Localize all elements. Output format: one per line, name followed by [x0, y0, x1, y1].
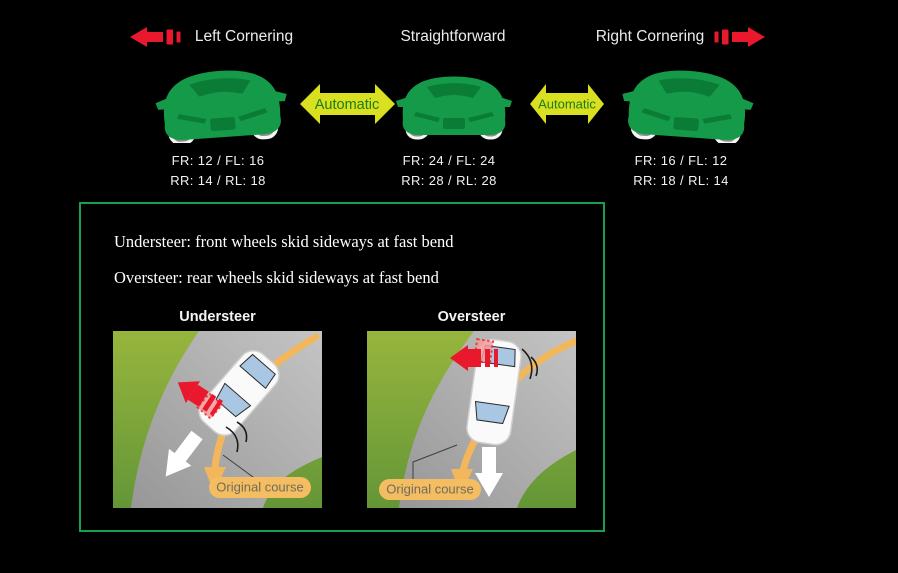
automatic-arrow-right [530, 82, 604, 126]
car-right-cornering-icon [620, 52, 756, 143]
oversteer-illustration [367, 331, 576, 508]
torque-front: FR: 12 / FL: 16 [171, 153, 265, 168]
car-left-cornering-icon [153, 52, 289, 143]
left-direction-arrow-icon [130, 27, 182, 47]
torque-front: FR: 16 / FL: 12 [634, 153, 728, 168]
torque-values-center [359, 151, 539, 191]
torque-rear: RR: 28 / RL: 28 [401, 173, 497, 188]
right-cornering-label: Right Cornering [595, 28, 705, 45]
original-course-badge-label: Original course [216, 479, 304, 495]
straightforward-label: Straightforward [400, 28, 506, 45]
understeer-oversteer-panel [79, 202, 605, 532]
left-cornering-label: Left Cornering [194, 28, 294, 45]
torque-front: FR: 24 / FL: 24 [402, 153, 496, 168]
torque-rear: RR: 18 / RL: 14 [633, 173, 729, 188]
automatic-label: Automatic [538, 96, 596, 112]
car-straightforward-icon [394, 60, 514, 140]
understeer-definition: Understeer: front wheels skid sideways at fast bend [114, 232, 454, 251]
original-course-badge [379, 479, 481, 500]
automatic-label: Automatic [314, 97, 380, 113]
oversteer-figure-title: Oversteer [437, 309, 506, 325]
torque-values-left [128, 151, 308, 191]
original-course-badge-label: Original course [386, 481, 474, 497]
oversteer-definition: Oversteer: rear wheels skid sideways at fast bend [114, 268, 439, 287]
automatic-arrow-left [300, 82, 395, 126]
torque-rear: RR: 14 / RL: 18 [170, 173, 266, 188]
understeer-illustration [113, 331, 322, 508]
understeer-figure-title: Understeer [179, 309, 256, 325]
original-course-badge [209, 477, 311, 498]
right-direction-arrow-icon [713, 27, 765, 47]
torque-values-right [591, 151, 771, 191]
